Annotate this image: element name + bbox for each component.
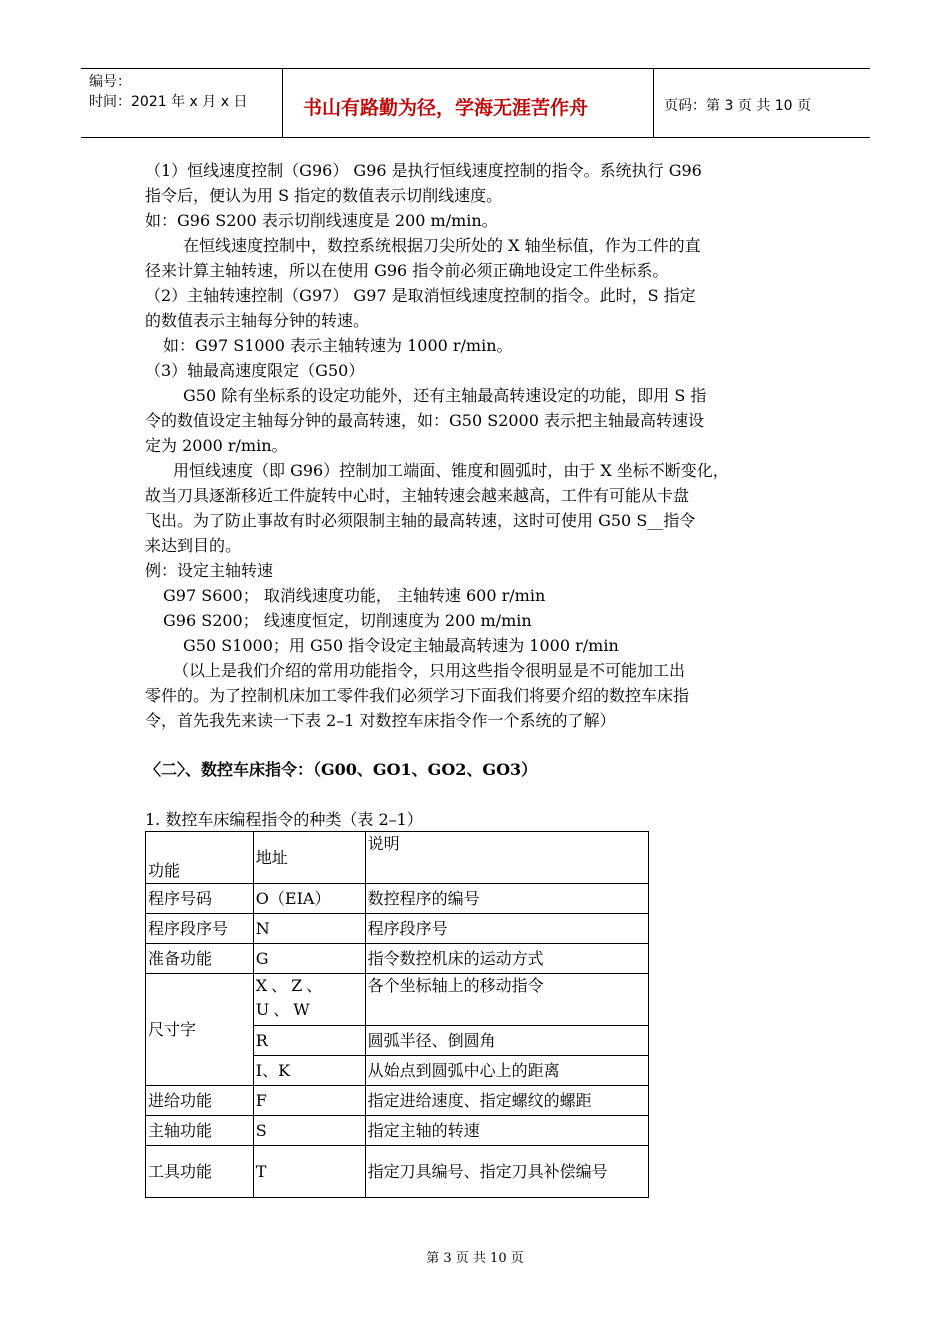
paragraph-line: 令，首先我先来读一下表 2–1 对数控车床指令作一个系统的了解） (145, 711, 616, 730)
table-cell: 地址 (253, 832, 365, 884)
table-cell: 说明 (365, 832, 648, 884)
header-page-number: 页码：第 3 页 共 10 页 (664, 98, 811, 114)
paragraph-line: （3）轴最高速度限定（G50） (145, 361, 365, 380)
table-row (146, 1086, 649, 1116)
table-cell: 工具功能 (146, 1146, 254, 1198)
table-cell: 程序段序号 (146, 914, 254, 944)
paragraph-line: 令的数值设定主轴每分钟的最高转速，如：G50 S2000 表示把主轴最高转速设 (145, 411, 704, 430)
paragraph-line: 在恒线速度控制中，数控系统根据刀尖所处的 X 轴坐标值，作为工件的直 (183, 236, 701, 255)
table-cell: R (253, 1026, 365, 1056)
table-cell: 指定进给速度、指定螺纹的螺距 (365, 1086, 648, 1116)
paragraph-line: 飞出。为了防止事故有时必须限制主轴的最高转速，这时可使用 G50 S__指令 (145, 511, 696, 530)
table-row (146, 944, 649, 974)
table-cell: 指令数控机床的运动方式 (365, 944, 648, 974)
paragraph-line: （1）恒线速度控制（G96） G96 是执行恒线速度控制的指令。系统执行 G96 (145, 161, 702, 180)
section-heading: 〈二〉、数控车床指令：（G00、GO1、GO2、GO3） (145, 760, 538, 779)
paragraph-line: G50 除有坐标系的设定功能外，还有主轴最高转速设定的功能，即用 S 指 (183, 386, 707, 405)
page-header (81, 68, 870, 138)
paragraph-line: 如：G97 S1000 表示主轴转速为 1000 r/min。 (163, 336, 513, 355)
code-example-line: G97 S600； 取消线速度功能， 主轴转速 600 r/min (163, 586, 546, 605)
table-cell: 进给功能 (146, 1086, 254, 1116)
paragraph-line: 零件的。为了控制机床加工零件我们必须学习下面我们将要介绍的数控车床指 (145, 686, 690, 705)
paragraph-line: 指令后，便认为用 S 指定的数值表示切削线速度。 (145, 186, 503, 205)
doc-code-label: 编号： (89, 74, 131, 90)
table-cell: 圆弧半径、倒圆角 (365, 1026, 648, 1056)
page-footer: 第 3 页 共 10 页 (426, 1251, 524, 1266)
table-cell: X、Z、U、W (253, 974, 365, 1026)
table-row (146, 1146, 649, 1198)
table-cell: N (253, 914, 365, 944)
paragraph-line: 定为 2000 r/min。 (145, 436, 288, 455)
table-cell: 从始点到圆弧中心上的距离 (365, 1056, 648, 1086)
header-meta-cell (81, 69, 283, 137)
table-cell: 指定主轴的转速 (365, 1116, 648, 1146)
table-cell: 程序号码 (146, 884, 254, 914)
table-cell: O（EIA） (253, 884, 365, 914)
table-cell: 数控程序的编号 (365, 884, 648, 914)
table-row (146, 884, 649, 914)
table-row (146, 974, 649, 1026)
paragraph-line: 例：设定主轴转速 (145, 561, 274, 580)
table-cell: 准备功能 (146, 944, 254, 974)
table-row (146, 914, 649, 944)
paragraph-line: 径来计算主轴转速，所以在使用 G96 指令前必须正确地设定工件坐标系。 (145, 261, 669, 280)
paragraph-line: （2）主轴转速控制（G97） G97 是取消恒线速度控制的指令。此时，S 指定 (145, 286, 696, 305)
table-cell: F (253, 1086, 365, 1116)
table-header-row (146, 832, 649, 884)
table-row (146, 1116, 649, 1146)
table-cell: 程序段序号 (365, 914, 648, 944)
header-motto-cell (283, 69, 654, 137)
table-cell: 指定刀具编号、指定刀具补偿编号 (365, 1146, 648, 1198)
table-cell: 主轴功能 (146, 1116, 254, 1146)
paragraph-line: 如：G96 S200 表示切削线速度是 200 m/min。 (145, 211, 498, 230)
table-caption: 1. 数控车床编程指令的种类（表 2–1） (145, 810, 423, 829)
table-cell: I、K (253, 1056, 365, 1086)
table-cell: G (253, 944, 365, 974)
paragraph-line: 用恒线速度（即 G96）控制加工端面、锥度和圆弧时，由于 X 坐标不断变化， (173, 461, 729, 480)
doc-time-label: 时间：2021 年 x 月 x 日 (89, 94, 248, 110)
table-cell: 尺寸字 (146, 974, 254, 1086)
code-example-line: G96 S200； 线速度恒定，切削速度为 200 m/min (163, 611, 532, 630)
code-example-line: G50 S1000；用 G50 指令设定主轴最高转速为 1000 r/min (183, 636, 619, 655)
header-motto: 书山有路勤为径，学海无涯苦作舟 (303, 97, 589, 119)
paragraph-line: 的数值表示主轴每分钟的转速。 (145, 311, 370, 330)
paragraph-line: 来达到目的。 (145, 536, 242, 555)
table-cell: S (253, 1116, 365, 1146)
paragraph-line: （以上是我们介绍的常用功能指令，只用这些指令很明显是不可能加工出 (173, 661, 686, 680)
header-page-cell (654, 69, 870, 137)
paragraph-line: 故当刀具逐渐移近工件旋转中心时，主轴转速会越来越高，工件有可能从卡盘 (145, 486, 690, 505)
table-cell: 功能 (146, 832, 254, 884)
table-cell: T (253, 1146, 365, 1198)
table-cell: 各个坐标轴上的移动指令 (365, 974, 648, 1026)
instruction-table (145, 831, 649, 1198)
